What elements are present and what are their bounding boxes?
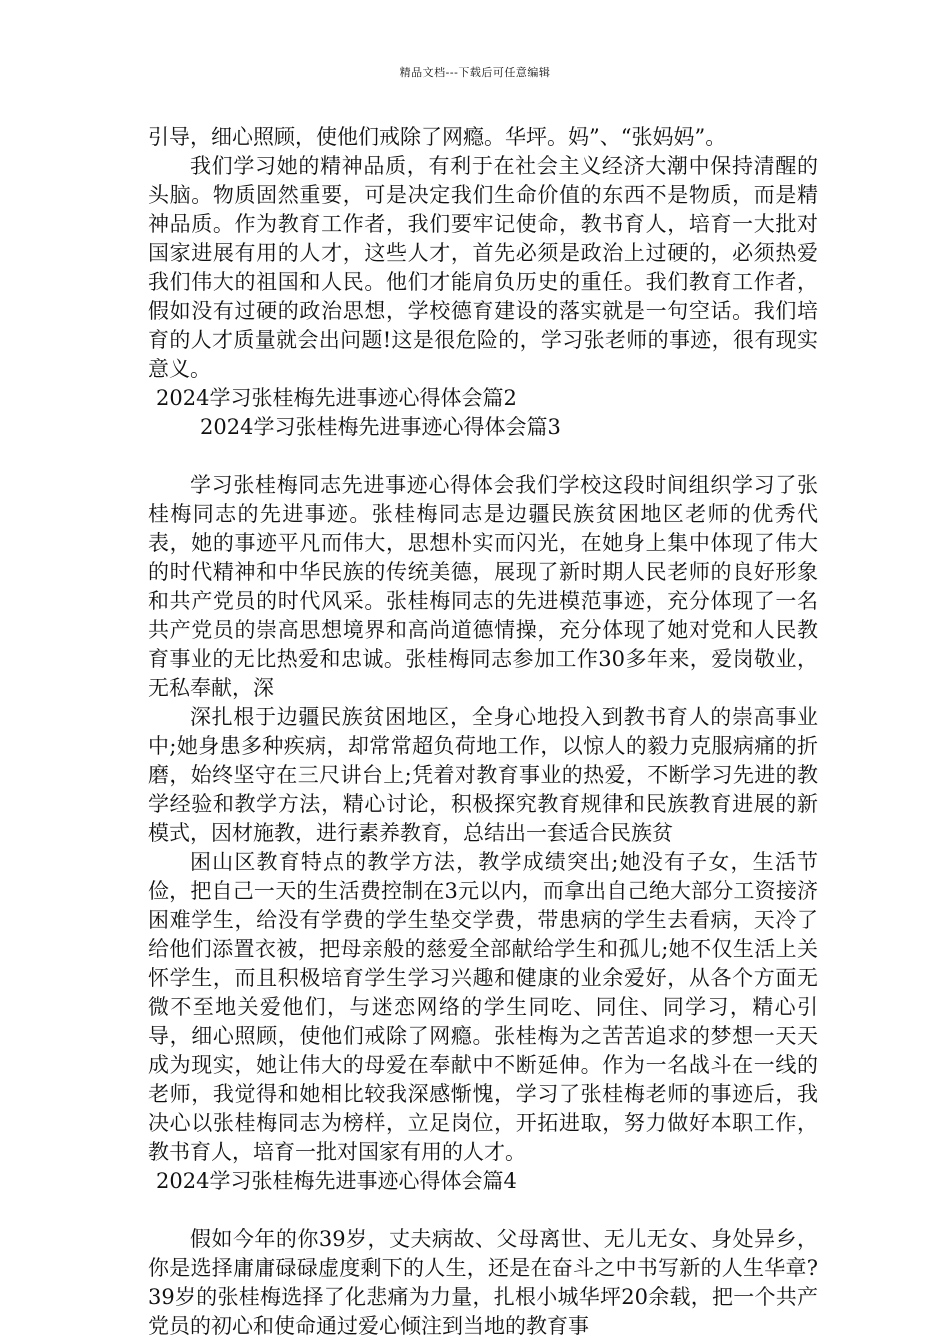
paragraph-rooted-border: 深扎根于边疆民族贫困地区，全身心地投入到教书育人的崇高事业中;她身患多种疾病，却常常超负荷地工作，以惊人的毅力克服病痛的折磨，始终坚守在三尺讲台上;凭着对教育事业的热爱，不断学习先进的教学经验和教学方法，精心讨论，积极探究教育规律和民族教育进展的新模式，因材施教，进行素养教育，总结出一套适合民族贫	[148, 705, 818, 845]
paragraph-age-39: 假如今年的你39岁，丈夫病故、父母离世、无儿无女、身处异乡，你是选择庸庸碌碌虚度剩下的人生，还是在奋斗之中书写新的人生华章?39岁的张桂梅选择了化悲痛为力量，扎根小城华坪20余载，把一个共产党员的初心和使命通过爱心倾注到当地的教育事	[148, 1227, 818, 1338]
section-heading-4: 2024学习张桂梅先进事迹心得体会篇4	[156, 1169, 517, 1193]
paragraph-study-deeds: 学习张桂梅同志先进事迹心得体会我们学校这段时间组织学习了张桂梅同志的先进事迹。张桂梅同志是边疆民族贫困地区老师的优秀代表，她的事迹平凡而伟大，思想朴实而闪光，在她身上集中体现了伟大的时代精神和中华民族的传统美德，展现了新时期人民老师的良好形象和共产党员的时代风采。张桂梅同志的先进模范事迹，充分体现了一名共产党员的崇高思想境界和高尚道德情操，充分体现了她对党和人民教育事业的无比热爱和忠诚。张桂梅同志参加工作30多年来，爱岗敬业，无私奉献，深	[148, 473, 818, 700]
paragraph-continuation: 引导，细心照顾，使他们戒除了网瘾。华坪。妈”、“张妈妈”。	[148, 125, 727, 149]
paragraph-spirit-quality: 我们学习她的精神品质，有利于在社会主义经济大潮中保持清醒的头脑。物质固然重要，可是决定我们生命价值的东西不是物质，而是精神品质。作为教育工作者，我们要牢记使命，教书育人，培育一大批对国家进展有用的人才，这些人才，首先必须是政治上过硬的，必须热爱我们伟大的祖国和人民。他们才能肩负历史的重任。我们教育工作者，假如没有过硬的政治思想，学校德育建设的落实就是一句空话。我们培育的人才质量就会出问题!这是很危险的，学习张老师的事迹，很有现实意义。	[148, 154, 818, 381]
document-body	[148, 123, 818, 1341]
page-header: 精品文档---下载后可任意编辑	[399, 66, 551, 79]
section-heading-3: 2024学习张桂梅先进事迹心得体会篇3	[200, 415, 561, 439]
spacer	[148, 1196, 818, 1225]
paragraph-teaching-method: 困山区教育特点的教学方法，教学成绩突出;她没有子女，生活节俭，把自己一天的生活费控制在3元以内，而拿出自己绝大部分工资接济困难学生，给没有学费的学生垫交学费，带患病的学生去看病，天冷了给他们添置衣被，把母亲般的慈爱全部献给学生和孤儿;她不仅生活上关怀学生，而且积极培育学生学习兴趣和健康的业余爱好，从各个方面无微不至地关爱他们，与迷恋网络的学生同吃、同住、同学习，精心引导，细心照顾，使他们戒除了网瘾。张桂梅为之苦苦追求的梦想一天天成为现实，她让伟大的母爱在奉献中不断延伸。作为一名战斗在一线的老师，我觉得和她相比较我深感惭愧，学习了张桂梅老师的事迹后，我决心以张桂梅同志为榜样，立足岗位，开拓进取，努力做好本职工作，教书育人，培育一批对国家有用的人才。	[148, 850, 818, 1164]
spacer	[148, 442, 818, 471]
section-heading-2: 2024学习张桂梅先进事迹心得体会篇2	[156, 386, 517, 410]
